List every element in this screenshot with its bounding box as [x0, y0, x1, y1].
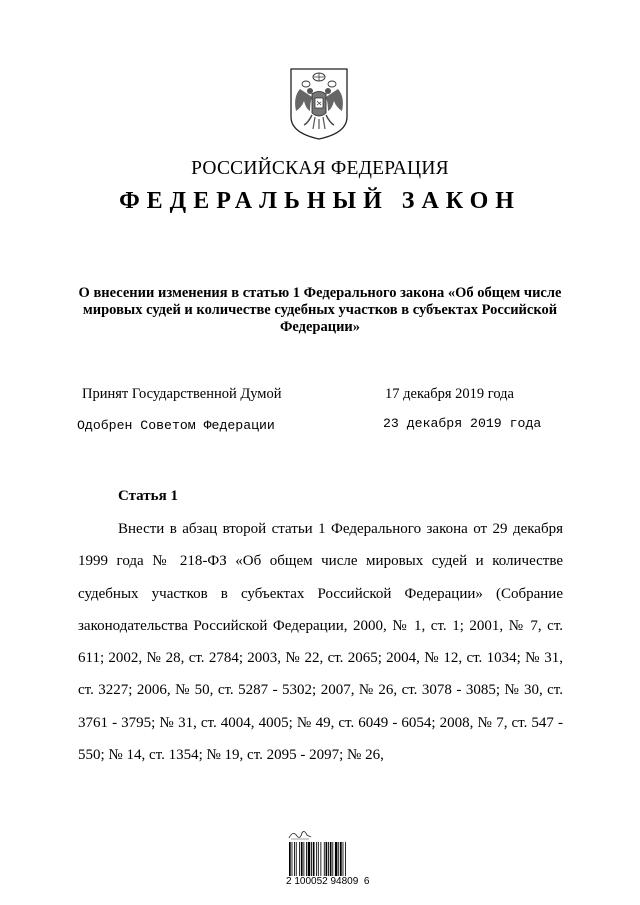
- country-name: РОССИЙСКАЯ ФЕДЕРАЦИЯ: [191, 158, 449, 179]
- barcode-bar: [328, 842, 329, 876]
- adopted-label: Принят Государственной Думой: [82, 386, 282, 402]
- barcode-bar: [296, 842, 297, 876]
- barcode-bar: [326, 842, 328, 876]
- approved-label: Одобрен Советом Федерации: [77, 418, 275, 433]
- barcode-bar: [308, 842, 311, 876]
- barcode-bar: [330, 842, 332, 876]
- barcode-bar: [294, 842, 295, 876]
- barcode: [289, 842, 371, 876]
- signature-mark: [287, 827, 313, 841]
- barcode-bar: [338, 842, 339, 876]
- barcode-bar: [313, 842, 315, 876]
- barcode-bar: [324, 842, 325, 876]
- article-text: Внести в абзац второй статьи 1 Федерального закона от 29 декабря 1999 года № 218-ФЗ «Об общем числе мировых судей и количестве судебных участков в субъектах Российской Федерации» (Собрание законодательства Российской Федерации, 2000, № 1, ст. 1; 2001, № 7, ст. 611; 2002, № 28, ст. 2784; 2003, № 22, ст. 2065; 2004, № 12, ст. 1034; № 31, ст. 3227; 2006, № 50, ст. 5287 - 5302; 2007, № 26, ст. 3078 - 3085; № 30, ст. 3761 - 3795; № 31, ст. 4004, 4005; № 49, ст. 6049 - 6054; 2008, № 7, ст. 547 - 550; № 14, ст. 1354; № 19, ст. 2095 - 2097; № 26,: [78, 521, 563, 764]
- barcode-bar: [311, 842, 312, 876]
- barcode-bar: [335, 842, 338, 876]
- barcode-bar: [289, 842, 291, 876]
- approved-date: 23 декабря 2019 года: [383, 416, 542, 431]
- barcode-bar: [306, 842, 307, 876]
- article-heading: Статья 1: [118, 488, 178, 504]
- barcode-bar: [292, 842, 293, 876]
- barcode-bar: [343, 842, 344, 876]
- barcode-bar: [340, 842, 342, 876]
- barcode-bar: [345, 842, 346, 876]
- barcode-bar: [320, 842, 321, 876]
- russian-coat-of-arms-icon: [288, 67, 350, 141]
- barcode-bar: [303, 842, 304, 876]
- law-title: О внесении изменения в статью 1 Федерального закона «Об общем числе мировых судей и количестве судебных участков в субъектах Российской Федерации»: [78, 285, 562, 335]
- barcode-bar: [316, 842, 317, 876]
- adopted-date: 17 декабря 2019 года: [385, 386, 514, 402]
- barcode-bar: [299, 842, 300, 876]
- barcode-bar: [301, 842, 303, 876]
- document-type: ФЕДЕРАЛЬНЫЙ ЗАКОН: [119, 188, 521, 214]
- barcode-bar: [318, 842, 319, 876]
- barcode-number: 2 100052 94809 6: [286, 876, 370, 887]
- barcode-bar: [332, 842, 333, 876]
